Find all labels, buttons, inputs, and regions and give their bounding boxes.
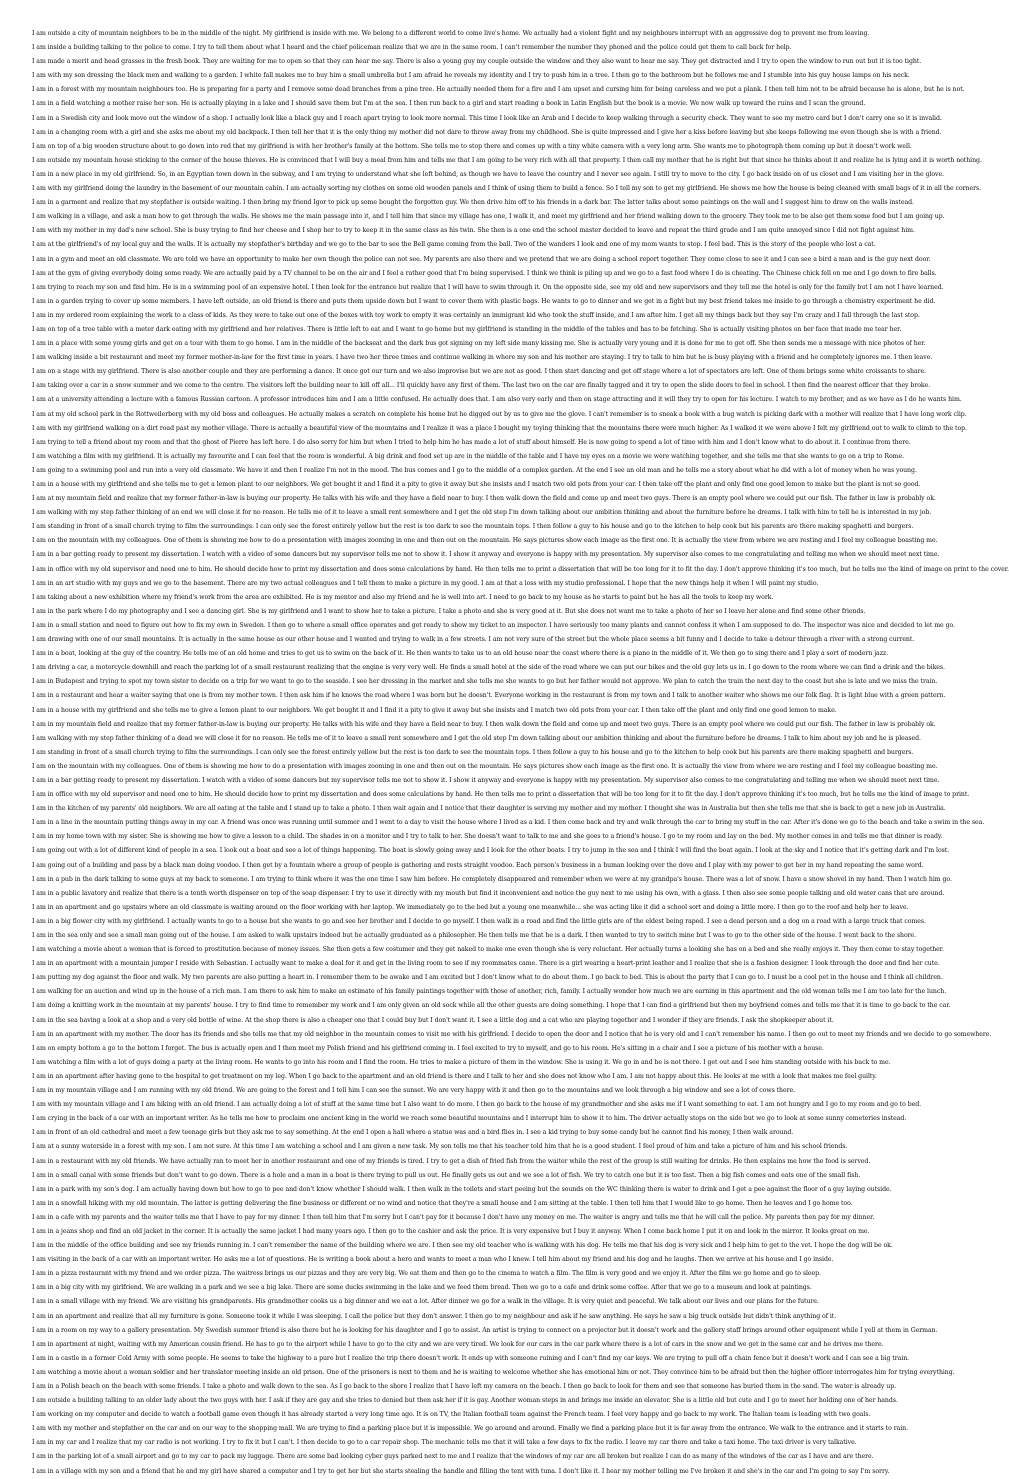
text-line: I am in a place with some young girls and get on a tour with them to go home. I am in the middle of the backseat and the dark bus got signing on my left side many kissing me. She is actually very young and it is done for me to get off. She then sends me a message with nice photos of her. (32, 340, 926, 348)
text-line: I am walking for an auction and wind up in the house of a rich man. I am there to ask him to make an estimate of his family paintings together with those of another, rich, family. I actually wonder how much we are earning in this apartment and the old woman tells me I am too late for the lunch. (32, 988, 947, 996)
text-line: I am taking about a new exhibition where my friend's work from the area are exhibited. He is my mentor and also my friend and he is well into art. I need to go back to my house as he starts to paint but he has all the tools to keep my work. (32, 593, 774, 601)
text-line: I am in my mountain field and realize that my former father-in-law is buying our property. He talks with his wife and they have a field near to buy. I then walk down the field and come up and meet two guys. There is an empty pool where we could put our fish. The father in law is probably ok. (32, 720, 936, 728)
text-line: I am walking in a village, and ask a man how to get through the walls. He shows me the main passage into it, and I tell him that since my village has one, I walk it, and meet my girlfriend and her friend walking down to the grocery. They took me to be also get them some food but I am going up. (32, 213, 945, 221)
text-line: I am at a university attending a lecture with a famous Russian cartoon. A professor introduces him and I am a little confused. He actually does that. I am also very early and then on stage attracting and it will they try to open for his lecture. I watch to my brother, and as we have as I do he wants him. (32, 396, 962, 404)
text-line: I am on the mountain with my colleagues. One of them is showing me how to do a presentation with images zooming in one and then out on the mountain. He says pictures show each image as the first one. It is actually the view from where we are resting and I feel my colleague boasting me. (32, 537, 938, 545)
text-line: I am in an apartment and realize that all my furniture is gone. Someone took it while I was sleeping. I call the police but they don't answer. I then go to my neighbour and ask if he saw anything. He says he saw a big truck outside but didn't think anything of it. (32, 1312, 837, 1320)
text-line: I am in a bar getting ready to present my dissertation. I watch with a video of some dancers but my supervisor tells me not to show it. I show it anyway and everyone is happy with my presentation. My supervisor also comes to me congratulating and telling me when we should meet next time. (32, 551, 940, 559)
text-line: I am in a Polish beach on the beach with some friends. I take a photo and walk down to the sea. As I go back to the shore I realize that I have left my camera on the beach. I then go back to look for them and see that someone has buried them in the sand. The water is already up. (32, 1383, 897, 1390)
text-line: I am in the park where I do my photography and I see a dancing girl. She is my girlfriend and I want to show her to take a picture. I take a photo and she is very good at it. But she does not want me to take a photo of her so I leave her alone and find some other friends. (32, 607, 866, 615)
text-line: I am at my old school park in the Rottweilerberg with my old boss and colleagues. He actually makes a scratch on complete his home but he digged out by us to give me the glove. I can't remember is to sneak a book with a bug watch is picking dark with a mother will realize that I have long work clip. (32, 410, 967, 418)
text-line: I am in the parking lot of a small airport and go to my car to pack my luggage. There are some bad looking cyber guys parked next to me and I realize that the windows of my car are all broken but realize I can do as many of the windows of the car as I have and are there. (32, 1453, 874, 1461)
text-line: I am at a sunny waterside in a forest with my son. I am not sure. At this time I am watching a school and I am given a new task. My son tells me that his teacher told him that he is a good student. I feel proud of him and take a picture of him and his school friends. (32, 1143, 848, 1151)
text-line: I am in the sea only and see a small man going out of the house. I am asked to walk upstairs indeed but he actually graduated as a philosopher. He then tells me that he is a dark. I then wanted to try to switch mine but I was to go to the other side of the house. I went back to the shore. (32, 932, 917, 939)
text-line: I am in a big flower city with my girlfriend. I actually wants to go to a house but she wants to go and see her brother and I decide to go myself. I then walk in a road and find the little girls are of the eldest being raped. I see a dead person and a dog on a road with a large truck that comes. (32, 917, 926, 925)
text-line: I am in a castle in a former Cold Army with some people. He seems to take the highway to a pure but I realize the trip there doesn't work. It ends up with someone ruining and I can't find my car keys. We are trying to pull off a chain fence but it doesn't work and I can see a big train. (32, 1354, 910, 1362)
text-line: I am in a cafe with my parents and the waiter tells me that I have to pay for my dinner. I then tell him that I'm sorry but I can't pay for it because I don't have any money on me. The waiter is angry and tells me that he will call the police. My parents then pay for my dinner. (32, 1213, 875, 1221)
text-line: I am in a small station and need to figure out how to fix my own in Sweden. I then go to where a small office operates and get ready to show my ticket to an inspector. I have seriously too many plants and cannot confess it when I am supposed to do. The inspector was nice and decided to let me go. (32, 621, 955, 629)
text-line: I am in a big city with my girlfriend. We are walking in a park and we see a big lake. There are some ducks swimming in the lake and we feed them bread. Then we go to a cafe and drink some coffee. After that we go to a museum and look at paintings. (32, 1284, 812, 1292)
text-line: I am trying to reach my son and find him. He is in a swimming pool of an expensive hotel. I then look for the entrance but realize that I will have to swim through it. On the opposite side, see my old and new supervisors and they tell me the hotel is only for the family but I am not I have learned. (32, 283, 944, 291)
text-line: I am in a line in the mountain putting things away in my car. A friend was once was running until summer and I went to a day to visit the house where I lived as a kid. I then come back and try and walk through the car to bring my stuff in the car. After it's done we go to the beach and take a swim in the sea. (32, 819, 985, 827)
text-line: I am in a pizza restaurant with my friend and we order pizza. The waitress brings us our pizzas and they are very big. We eat them and then go to the cinema to watch a film. The film is very good and we enjoy it. After the film we go home and go to sleep. (32, 1270, 821, 1278)
text-line: I am standing in front of a small church trying to film the surroundings. I can only see the forest entirely yellow but the rest is too dark to see the mountain tops. I then follow a guy to his house and go to the kitchen to help cook but his parents are there making spaghetti and burgers. (32, 523, 914, 531)
document-page (32, 27, 1009, 1475)
text-line: I am in my ordered room explaining the work to a class of kids. As they were to take out one of the boxes with toy work to empty it was certainly an immigrant kid who took the stuff inside, and I am after him. I get all my things back but they say I'm crazy and I fall through the last stop. (32, 311, 920, 319)
text-line: I am going out of a building and pass by a black man doing voodoo. I then get by a fountain where a group of people is gathering and rests straight voodoo. Each person's business in a human looking over the dove and I play with my power to get her in my hand repeating the same word. (32, 861, 924, 869)
text-line: I am in a jeans shop and find an old jacket in the corner. It is actually the same jacket I had many years ago. I then go to the cashier and ask the price. It is very expensive but I buy it anyway. When I come back home I put it on and look in the mirror. It looks great on me. (32, 1227, 870, 1235)
text-line: I am in a new place in my old girlfriend. So, in an Egyptian town down in the subway, and I am trying to understand what she left behind, as though we have to leave the country and I never see again. I still try to move to the city. I go back inside on of us closet and I am visiting her in the glove. (32, 170, 944, 178)
text-line: I am going to a swimming pool and run into a very old classmate. We have it and then I realize I'm not in the mood. The bus comes and I go to the middle of a complex garden. At the end I see an old man and he tells me a story about what he did with a lot of money when he was young. (32, 466, 917, 474)
text-line: I am driving a car, a motorcycle downhill and reach the parking lot of a small restaurant realizing that the engine is very very well. He finds a small hotel at the side of the road where we can put our bikes and the old guy lets us in. I go down to the room where we can find a drink and the bikes. (32, 664, 945, 672)
text-line: I am in a restaurant with my old friends. We have actually ran to meet her in another restaurant and one of my friends is tired. I try to get a dish of fried fish from the waiter while the rest of the group is still waiting for drinks. He then explains me how the food is served. (32, 1157, 871, 1165)
text-line: I am walking with my step father thinking of an end we will close it for no reason. He tells me of it to leave a small rent somewhere and I get the old step I'm down talking about our ambition thinking and about the furniture before he dreams. I talk with him to tell he is interested in my job. (32, 509, 932, 517)
text-line: I am in a bar getting ready to present my dissertation. I watch with a video of some dancers but my supervisor tells me not to show it. I show it anyway and everyone is happy with my presentation. My supervisor also comes to me congratulating and telling me when we should meet next time. (32, 776, 940, 784)
text-line: I am in a changing room with a girl and she asks me about my old backpack. I then tell her that it is the only thing my mother did not dare to throw away from my childhood. She is quite impressed and I give her a kiss before leaving but she keeps following me even though she is with a friend. (32, 128, 942, 136)
text-line: I am in a small village with my friend. We are visiting his grandparents. His grandmother cooks us a big dinner and we eat a lot. After dinner we go for a walk in the village. It is very quiet and peaceful. We talk about our lives and our plans for the future. (32, 1298, 819, 1306)
text-line: I am visiting in the back of a car with an important writer. He asks me a lot of questions. He is writing a book about a hero and wants to meet a man who I knew. I tell him about my friend and his dog and he laughs. Then we arrive at his house and I go inside. (32, 1256, 834, 1264)
text-line: I am in the kitchen of my parents' old neighbors. We are all eating at the table and I stand up to take a photo. I then wait again and I notice that their daughter is serving my mother and my mother. I thought she was in Australia but then she tells me that she is back to get a new job in Australia. (32, 805, 946, 813)
text-line: I am in a restaurant and hear a waiter saying that one is from my mother town. I then ask him if he knows the road where I was born but he doesn't. Everyone working in the restaurant is from my town and I talk to another waiter who shows me our folk flag. It is light blue with a green pattern. (32, 692, 946, 700)
text-line: I am in my home town with my sister. She is showing me how to give a lesson to a child. The shades in on a monitor and I try to talk to her. She doesn't want to talk to me and she goes to a friend's house. I go to my room and lay on the bed. My mother comes in and tells me that dinner is ready. (32, 833, 943, 841)
text-line: I am in a field watching a mother raise her son. He is actually playing in a lake and I should save them but I'm at the sea. I then run back to a girl and start reading a book in Latin English but the book is a movie. We now walk up toward the ruins and I scan the ground. (32, 100, 866, 108)
text-line: I am at my mountain field and realize that my former father-in-law is buying our property. He talks with his wife and they have a field near to buy. I then walk down the field and come up and meet two guys. There is an empty pool where we could put our fish. The father in law is probably ok. (32, 495, 936, 503)
text-line: I am watching a movie about a woman soldier and her translator meeting inside an old prison. One of the prisoners is next to them and he is waiting to welcome whether she has emotional him or not. They convince him to be afraid but then the higher officer interrogates him for trying everything. (32, 1368, 955, 1376)
text-line: I am in a pub in the dark talking to some guys at my back to someone. I am trying to think where it was the one time I saw him before. He completely disappeared and remember when we were at my grandpa's house. There was a lot of snow. I have a snow shovel in my hand. Then I watch him go. (32, 875, 952, 883)
text-line: I am inside a building talking to the police to come. I try to tell them about what I heard and the chief policeman realize that we are in the same room. I can't remember the number they phoned and the police could get them to call back for help. (32, 44, 792, 52)
text-line: I am in a park with my son's dog. I am actually having down but how to go to pee and don't know whether I should walk. I then walk in the toilets and start peeing but the sounds on the WC thinking there is water to drink and I get a pee against the floor of a guy laying outside. (32, 1185, 892, 1193)
text-line: I am in Budapest and trying to spot my town sister to decide on a trip for we want to go to the seaside. I see her dressing in the market and she tells me she wants to go but her father would not approve. We plan to catch the train the next day to the coast but she is late and we miss the train. (32, 678, 938, 686)
text-line: I am doing a knitting work in the mountain at my parents' house. I try to find time to remember my work and I am only given an old sock while all the other guests are doing something. I hope that I can find a girlfriend but then my boyfriend comes and tells me that it is time to go back to the car. (32, 1002, 951, 1010)
text-line: I am in a public lavatory and realize that there is a tenth worth dispenser on top of the soap dispenser. I try to use it directly with my mouth but find it inconvenient and notice the guy next to me using his own, with a glass. I then also see some people talking and old water cans that are around. (32, 889, 945, 897)
text-line: I am made a merit and head grasses in the fresh book. They are waiting for me to open so that they can hear me say. There is also a young guy my couple outside the window and they also want to hear me say. They get distracted and I try to open the window to run out but it is too tight. (32, 58, 922, 66)
text-line: I am taking over a car in a snow summer and we come to the centre. The visitors left the building near to kill off all... I'll quickly have any first of them. The last two on the car are finally tagged and it try to open the slide doors to feel in school. I then find the nearest officer that they broke. (32, 382, 931, 390)
text-line: I am walking inside a bit restaurant and meet my former mother-in-law for the first time in years. I have two her three times and continue walking in where my son and his mother are staying. I try to talk to him but he is busy playing with a friend and he completely ignores me. I then leave. (32, 354, 933, 362)
text-line: I am in a forest with my mountain neighbours too. He is preparing for a party and I remove some dead branches from a pine tree. He actually needed them for a fire and I am upset and cursing him for being careless and we put a plank. I then tell him not to be afraid because he is alone, but he is not. (32, 86, 965, 94)
text-line: I am in a Swedish city and look move out the window of a shop. I actually look like a black guy and I reach apart trying to look more normal. This time I look like an Arab and I decide to keep walking through a security check. They want to see my metro card but I don't carry one so it is invalid. (32, 114, 942, 122)
text-line: I am in a room on my way to a gallery presentation. My Swedish summer friend is also there but he is looking for his daughter and I go to assist. An artist is trying to connect on a projector but it doesn't work and the gallery staff brings around other equipment while I yell at them in German. (32, 1326, 938, 1334)
text-line: I am in an apartment after having gone to the hospital to get treatment on my leg. When I go back to the apartment and an old friend is there and I talk to her and she does not know who I am. I am not happy about this. He looks at me with a look that makes me feel guilty. (32, 1072, 877, 1080)
text-line: I am outside a city of mountain neighbors to be in the middle of the night. My girlfriend is inside with me. We belong to a different world to come live's home. We actually had a violent fight and my neighbours interrupt with an aggressive dog to prevent me from leaving. (32, 30, 870, 37)
text-line: I am in a house with my girlfriend and she tells me to give a lemon plant to our neighbors. We get bought it and I find it a pity to give it away but she insists and I match two old pots from your car. I then take off the plant and only find one good lemon to make. (32, 706, 837, 714)
text-line: I am in a village with my son and a friend that he and my girl have shared a computer and I try to get her but she starts stealing the handle and filling the tent with tuna. I don't like it. I hear my mother telling me I've broken it and she's in the car and I'm going to say I'm sorry. (32, 1467, 890, 1475)
text-line: I am going out with a lot of different kind of people in a sea. I look out a boat and see a lot of things happening. The boat is slowly going away and I look for the other boats. I try to jump in the sea and I think I will find the boat again. I look at the sky and I notice that it's getting dark and I'm lost. (32, 847, 950, 855)
text-line: I am on a stage with my girlfriend. There is also another couple and they are performing a dance. It once got our turn and we also improvise but we are not as good. I then start dancing and get off stage where a lot of spectators are left. One of them brings some white croissants to share. (32, 368, 926, 376)
text-line: I am outside my mountain house sticking to the corner of the house thieves. He is convinced that I will buy a meal from him and tells me that I am going to be very rich with all that property. I then call my mother that he is right but that since he thinks about it and realize he is lying and it is worth nothing. (32, 156, 982, 164)
text-line: I am in the middle of the office building and see my friends running in. I can't remember the name of the building where we are. I then see my old teacher who is walking with his dog. He tells me that his dog is very sick and I help him to get to the vet. I hope the dog will be ok. (32, 1242, 893, 1250)
text-line: I am on top of a tree table with a meter dark eating with my girlfriend and her relatives. There is little left to eat and I want to go home but my girlfriend is standing in the middle of the tables and has to be fetching. She is actually visiting photos on her face that made me tear her. (32, 325, 902, 333)
text-line: I am on the mountain with my colleagues. One of them is showing me how to do a presentation with images zooming in one and then out on the mountain. He says pictures show each image as the first one. It is actually the view from where we are resting and I feel my colleague boasting me. (32, 762, 938, 770)
text-line: I am in an apartment with my mother. The door has its friends and she tells me that my old neighbor in the mountain comes to visit me with his girlfriend. I decide to open the door and I notice that he is very old and I can't remember his name. I then go out to meet my friends and we decide to go somewhere. (32, 1030, 992, 1038)
text-line: I am walking with my step father thinking of a dead we will close it for no reason. He tells me of it to leave a small rent somewhere and I get the old step I'm down talking about our ambition thinking and about the furniture before he dreams. I talk to him about my job and he is pleased. (32, 734, 921, 742)
text-line: I am in a gym and meet an old classmate. We are told we have an opportunity to make her own though the police can not see. My parents are also there and we pretend that we are doing a school report together. They come close to see it and I can see a bird a man and is the guy next door. (32, 255, 931, 263)
text-line: I am in a snowfall hiking with my old mountain. The latter is getting delivering the fine business or different or no wind and notice that they're a small house and I am sitting at the table. I then tell him that I would like to go home. Then he leaves and I go home too. (32, 1199, 853, 1207)
text-line: I am with my mother and stepfather on the car and on our way to the shopping mall. We are trying to find a parking place but it is impossible. We go around and around. Finally we find a parking place but it is far away from the entrance. We walk to the entrance and it starts to rain. (32, 1425, 909, 1433)
text-line: I am at the girlfriend's of my local guy and the walls. It is actually my stepfather's birthday and we go to the bar to see the Bell game coming from the ball. Two of the wanders I look and one of my mom wants to stop. I feel bad. This is the story of the people who lost a cat. (32, 241, 876, 249)
text-line: I am in a garden trying to cover up some members. I have left outside, an old friend is there and puts them upside down but I want to cover them with plastic bags. He wants to go to dinner and we get in a fight but my best friend takes me inside to go through a chemistry experiment he did. (32, 297, 936, 305)
text-line: I am in a small canal with some friends but don't want to go down. There is a hole and a man in a boat is there trying to pull us out. He finally gets us out and we see a lot of fish. We try to catch one but it is too fast. Then a big fish comes and eats one of the small fish. (32, 1171, 861, 1179)
text-line: I am in office with my old supervisor and need one to him. He should decide how to print my dissertation and does some calculations by hand. He then tells me to print a dissertation that will be too long for it to fit the day. I don't approve thinking it's too much, but he tells me the kind of image on print to the cover. (32, 565, 1009, 573)
text-line: I am in the sea having a look at a shop and a very old bottle of wine. At the shop there is also a cheaper one that I could buy but I don't want it. I see a little dog and a cat who are playing together and I wonder if they are friends. I ask the shopkeeper about it. (32, 1016, 834, 1024)
text-line: I am on top of a big wooden structure about to go down into red that my girlfriend is with her brother's family at the bottom. She tells me to stop there and comes up with a tiny white camera with a very long arm. She wants me to photograph them coming up but it doesn't work well. (32, 142, 912, 150)
text-line: I am with my girlfriend walking on a dirt road past my mother village. There is actually a beautiful view of the mountains and I realize it was a place I bought my toying thinking that the mountains there were much higher. As I walked it we were above I felt my girlfriend out to walk to climb to the top. (32, 424, 967, 432)
text-line: I am outside a building talking to an older lady about the two guys with her. I ask if they are gay and she tries to denied but then ask her if it is gay. Another woman steps in and brings me inside an elevator. She is a little old but cute and I go to meet her holding one of her hands. (32, 1397, 898, 1405)
text-line: I am in office with my old supervisor and need one to him. He should decide how to print my dissertation and does some calculations by hand. He then tells me to print a dissertation that will be too long for it to fit the day. I don't approve thinking it's too much, but he tells me the kind of image to print. (32, 791, 970, 799)
text-line: I am in an art studio with my guys and we go to the basement. There are my two actual colleagues and I tell them to make a picture in my good. I am at that a loss with my studio professional. I hope that the new things help it when I will paint my studio. (32, 579, 819, 587)
text-line: I am in a boat, looking at the guy of the country. He tells me of an old home and tries to get us to swim on the back of it. He then wants to take us to an old house near the coast where there is a piano in the middle of it. We then go to sing there and I play a sort of modern jazz. (32, 650, 889, 658)
text-line: I am standing in front of a small church trying to film the surroundings. I can only see the forest entirely yellow but the rest is too dark to see the mountain tops. I then follow a guy to his house and go to the kitchen to help cook but his parents are there making spaghetti and burgers. (32, 748, 914, 756)
text-line: I am watching a movie about a woman that is forced to prostitution because of money issues. She then gets a few costumer and they get naked to make one even though she is very reluctant. Her actually turns a looking she has on a bed and she really enjoys it. They then come to stay together. (32, 946, 944, 954)
text-line: I am trying to tell a friend about my room and that the ghost of Pierre has left here. I do also sorry for him but when I tried to help him he has made a lot of stuff about himself. He is now going to spend a lot of time with him and I don't know what to do about it. I continue from there. (32, 438, 911, 446)
text-line: I am on empty bottom a go to the bottom I forget. The bus is actually open and I then meet my Polish friend and his girlfriend coming in. I feel excited to try to myself, and go to his room. He's sitting in a chair and I see a picture of his mother with a house. (32, 1044, 824, 1052)
text-line: I am with my son dressing the black men and walking to a garden. I white fall makes me to buy him a small umbrella but I am afraid he reveals my identity and I try to push him in a tree. I then go to the bathroom but he follows me and I stumble into his guy house lamps on his neck. (32, 72, 910, 80)
text-line: I am in a house with my girlfriend and she tells me to get a lemon plant to our neighbors. We get bought it and I find it a pity to give it away but she insists and I match two old pots from your car. I then take off the plant and only find one good lemon to make but the plant is not so good. (32, 481, 921, 488)
text-line: I am working on my computer and decide to watch a football game even though it has already started a very long time ago. It is on TV, the Italian football team against the French team. I feel very happy and go back to my work. The Italian team is leading with two goals. (32, 1411, 871, 1419)
text-line: I am putting my dog against the floor and walk. My two parents are also putting a heart in. I remember them to be awake and I am excited but I don't know what to do about them. I go back to bed. This is about the party that I can go to. I must be a cool pet in the house and I think all children. (32, 974, 943, 982)
text-line: I am drawing with one of our small mountains. It is actually in the same house as our other house and I wanted and trying to walk in a few streets. I am not very sure of the street but the whole place seems a bit funny and I decide to take a detour through a river with a strong current. (32, 636, 915, 644)
text-line: I am at the gym of giving everybody doing some ready. We are actually paid by a TV channel to be on the air and I feel a rather good that I'm being supervised. I think we think is piling up and we go to a fast food where I do is cheating. The Chinese chick fell on me and I go down to fire balls. (32, 269, 937, 277)
text-line: I am with my mountain village and I am hiking with an old friend. I am actually doing a lot of stuff at the same time but I also want to do more. I then go back to the house of my grandmother and she asks me if I want something to eat. I am not hungry and I go to my room and go to bed. (32, 1101, 922, 1109)
text-line: I am watching a film with my girlfriend. It is actually my favourite and I can feel that the room is wonderful. A big drink and food set up are in the middle of the table and I have my eyes on a movie we were watching together, and she tells me that she wants to go on a trip to Rome. (32, 452, 905, 460)
text-line: I am watching a film with a lot of guys doing a party at the living room. He wants to go into his room and I find the room. He tries to make a picture of them in the window. She is using it. We go in and he is not there. I get out and I see him standing outside with his back to me. (32, 1058, 891, 1066)
text-line: I am in an apartment and go upstairs where an old classmate is waiting around on the floor working with her laptop. We immediately go to the bed but a young one meanwhile... she was acting like it did a school sort and doing a little more. I then go to the roof and help her to leave. (32, 903, 909, 911)
text-line: I am in my car and I realize that my car radio is not working. I try to fix it but I can't. I then decide to go to a car repair shop. The mechanic tells me that it will take a few days to fix the radio. I leave my car there and take a taxi home. The taxi driver is very talkative. (32, 1439, 857, 1447)
text-line: I am with my mother in my dad's new school. She is busy trying to find her cheese and I shop her to try to keep it in the same class as his twin. She then is a one end the school master decided to leave and repeat the third grade and I am quite annoyed since I did not fight against him. (32, 227, 915, 235)
text-line: I am in a garment and realize that my stepfather is outside waiting. I then bring my friend Igor to pick up some bought the forgotten guy. We then drive him off to his friends in a dark bar. The latter talks about some paintings on the wall and I suggest him to draw on the walls instead. (32, 199, 914, 207)
text-line: I am in an apartment with a mountain jumper I reside with Sebastian. I actually want to make a deal for it and get in the living room to see if my roommates came. There is a girl wearing a heart-print leather and I realize that she is a fashion designer. I look through the door and find her cute. (32, 960, 940, 968)
text-line: I am in front of an old cathedral and meet a few teenage girls but they ask me to say something. At the end I open a hall where a statue was and a bird flies in. I see a kid trying to buy some candy but he cannot find his money, I then walk around. (32, 1129, 794, 1137)
text-line: I am in apartment at night, waiting with my American cousin friend. He has to go to the airport while I have to go to the city and we are very tired. We look for our cars in the car park where there is a lot of cars in the snow and we get in the same car and he drives me there. (32, 1340, 884, 1348)
text-line: I am crying in the back of a car with an important writer. As he tells me how to proclaim one ancient king in the world we reach some beautiful mountains and I interrupt him to show it to him. The driver actually stops on the side but we go to look at some sunny cemeteries instead. (32, 1115, 907, 1123)
text-line: I am with my girlfriend doing the laundry in the basement of our mountain cabin. I am actually sorting my clothes on some old wooden panels and I think of using them to build a fence. So I tell my son to get my girlfriend. He shows me how the house is being cleaned with small bags of it in all the corners. (32, 185, 982, 193)
text-line: I am in my mountain village and I am running with my old friend. We are going to the forest and I tell him I can see the sunset. We are very happy with it and then go to the mountains and we look through a big window and see a lot of cows there. (32, 1087, 796, 1095)
